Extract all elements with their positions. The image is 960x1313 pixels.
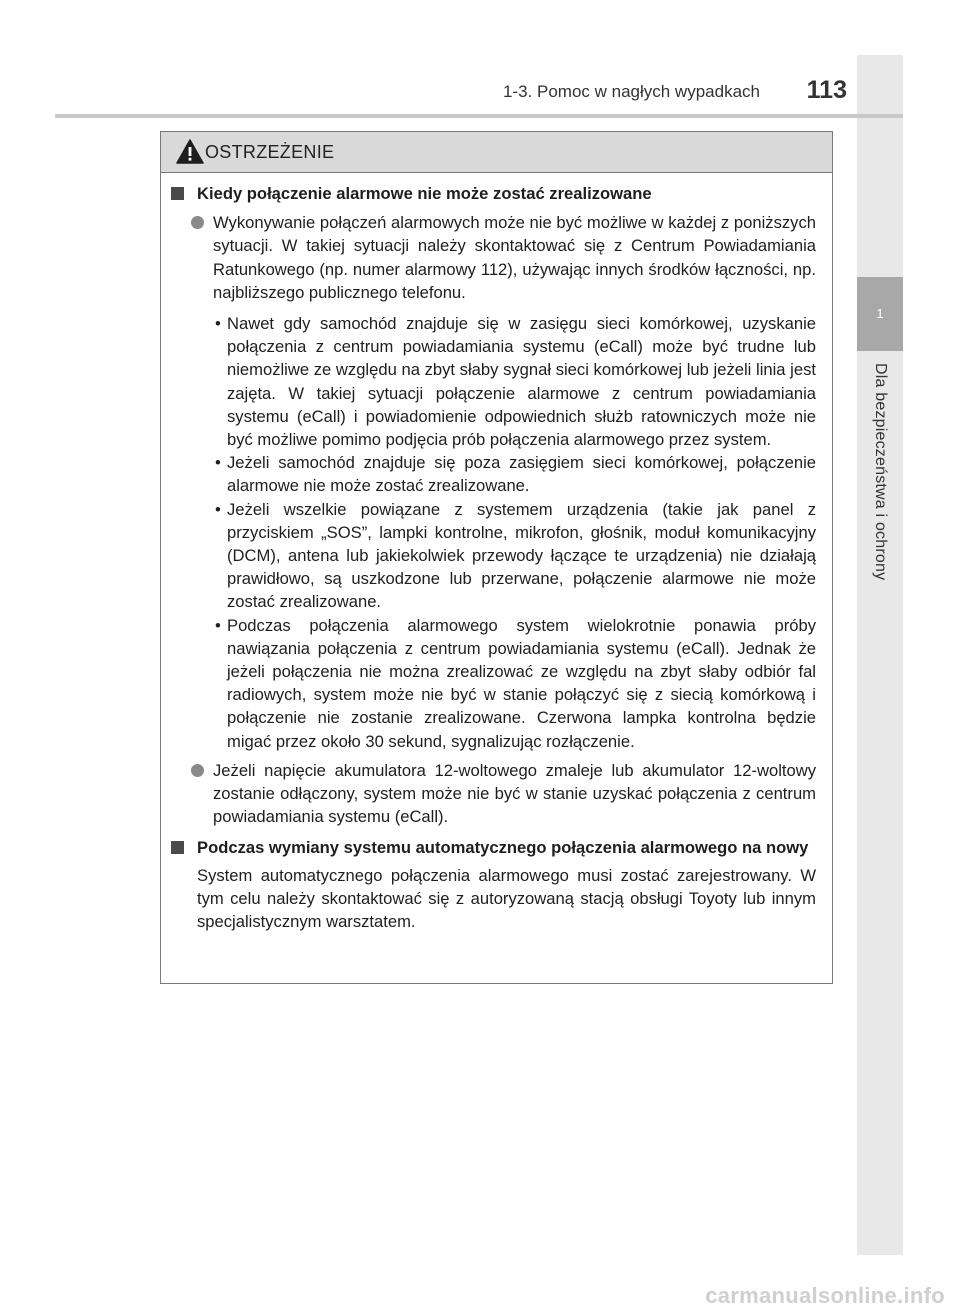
warning-triangle-icon bbox=[176, 139, 204, 164]
page-number: 113 bbox=[806, 76, 847, 104]
round-bullet-icon bbox=[191, 764, 204, 777]
sub-list-item: • Jeżeli wszelkie powiązane z systemem urządzenia (takie jak panel z przyciskiem „SOS”, lampki kontrolne, mikrofon, głośnik, moduł komunikacyjny (DCM), antena lub jakiekolwiek przewody łączące te urządzenia) nie działają prawidłowo, są uszkodzone lub przerwane, połączenie alarmowe nie może zostać zrealizowane. bbox=[215, 499, 816, 612]
sub-list-item: • Nawet gdy samochód znajduje się w zasięgu sieci komórkowej, uzyskanie połączenia z centrum powiadamiania systemu (eCall) może być trudne lub niemożliwe ze względu na zbyt słaby sygnał sieci komórkowej lub jeżeli linia jest zajęta. W takiej sytuacji połączenie alarmowe z centrum powiadamiania systemu (eCall) i powiadomienie odpowiednich służb ratowniczych może nie być możliwe pomimo podjęcia prób połączenia alarmowego przez system. bbox=[215, 314, 816, 450]
section-heading: Kiedy połączenie alarmowe nie może zostać zrealizowane bbox=[171, 182, 816, 205]
round-bullet-icon bbox=[191, 216, 204, 229]
chapter-title: Dla bezpieczeństwa i ochrony bbox=[872, 363, 889, 581]
square-bullet-icon bbox=[171, 841, 184, 854]
warning-box bbox=[160, 131, 833, 984]
watermark: carmanualsonline.info bbox=[705, 1283, 945, 1308]
sub-list-item: • Jeżeli samochód znajduje się poza zasięgiem sieci komórkowej, połączenie alarmowe nie może zostać zrealizowane. bbox=[215, 453, 816, 496]
chapter-tab bbox=[857, 277, 903, 351]
warning-title: OSTRZEŻENIE bbox=[205, 142, 335, 162]
list-item: Jeżeli napięcie akumulatora 12-woltowego zmaleje lub akumulator 12-woltowy zostanie odłączony, system może nie być w stanie uzyskać połączenia z centrum powiadamiania systemu (eCall). bbox=[171, 759, 816, 829]
section-heading: Podczas wymiany systemu automatycznego połączenia alarmowego na nowy bbox=[171, 836, 816, 859]
list-item: Wykonywanie połączeń alarmowych może nie być możliwe w każdej z poniższych sytuacji. W takiej sytuacji należy skontaktować się z Centrum Powiadamiania Ratunkowego (np. numer alarmowy 112), używając innych środków łączności, np. najbliższego publicznego telefonu. bbox=[171, 211, 816, 304]
sub-list bbox=[171, 312, 816, 753]
chapter-sidebar bbox=[857, 55, 903, 1255]
sub-list-item: • Podczas połączenia alarmowego system wielokrotnie ponawia próby nawiązania połączenia z centrum powiadamiania systemu (eCall). Jednak że jeżeli połączenia nie można zrealizować ze względu na zbyt słaby odbiór fal radiowych, system może nie być w stanie połączyć się z siecią komórkową i połączenie nie zostanie zrealizowane. Czerwona lampka kontrolna będzie migać przez około 30 sekund, sygnalizując rozłączenie. bbox=[215, 615, 816, 751]
chapter-tab-number: 1 bbox=[876, 306, 884, 321]
header-divider bbox=[55, 114, 903, 118]
paragraph: System automatycznego połączenia alarmowego musi zostać zarejestrowany. W tym celu należy skontaktować się z autoryzowaną stacją obsługi Toyoty lub innym specjalistycznym warsztatem. bbox=[197, 865, 816, 932]
warning-content bbox=[171, 182, 816, 933]
warning-header bbox=[161, 132, 832, 173]
square-bullet-icon bbox=[171, 187, 184, 200]
section-title: 1-3. Pomoc w nagłych wypadkach bbox=[502, 82, 760, 101]
